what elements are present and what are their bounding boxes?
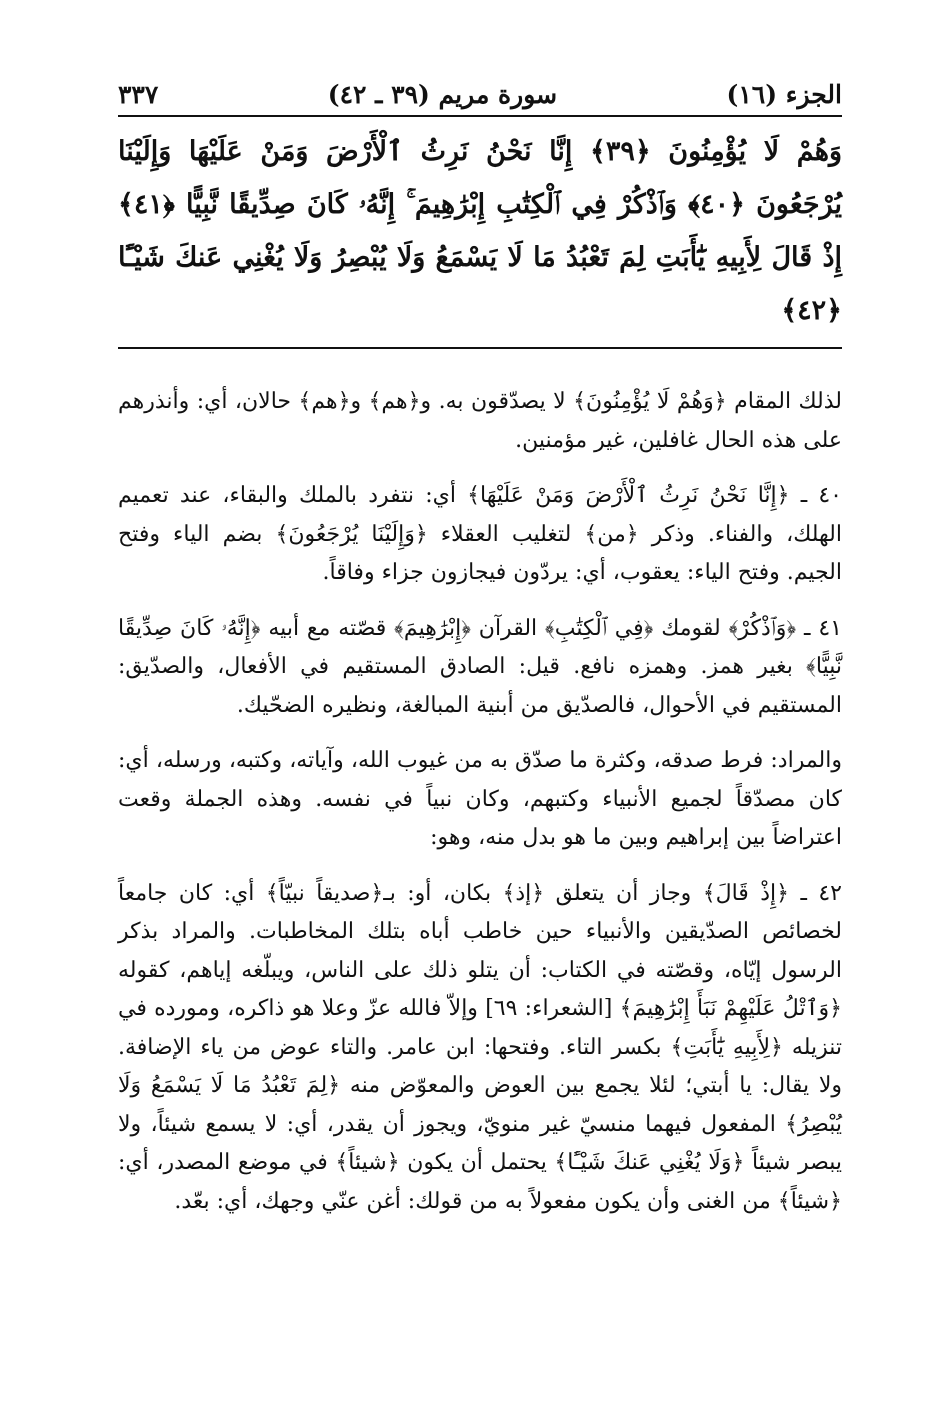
commentary-paragraph: لذلك المقام ﴿وَهُمْ لَا يُؤْمِنُونَ﴾ لا يصدّقون به. و﴿هم﴾ و﴿هم﴾ حالان، أي: وأنذرهم على هذه الحال غافلين، غير مؤمنين. <box>118 389 842 453</box>
commentary-paragraph: ٤٢ ـ ﴿إِذْ قَالَ﴾ وجاز أن يتعلق ﴿إذ﴾ بكان، أو: بـ﴿صديقاً نبيّاً﴾ أي: كان جامعاً لخصائص الصدّيقين والأنبياء حين خاطب أباه بتلك المخاطبات. والمراد بذكر الرسول إيّاه، وقصّته في الكتاب: أن يتلو ذلك على الناس، ويبلّغه إياهم، كقوله ﴿وَٱتْلُ عَلَيْهِمْ نَبَأَ إِبْرَٰهِيمَ﴾ [الشعراء: ٦٩] وإلاّ فالله عزّ وعلا هو ذاكره، ومورده في تنزيله ﴿لِأَبِيهِ يَٰٓأَبَتِ﴾ بكسر التاء. وفتحها: ابن عامر. والتاء عوض من ياء الإضافة. ولا يقال: يا أبتي؛ لئلا يجمع بين العوض والمعوّض منه ﴿لِمَ تَعْبُدُ مَا لَا يَسْمَعُ وَلَا يُبْصِرُ﴾ المفعول فيهما منسيّ غير منويّ، ويجوز أن يقدر، أي: لا يسمع شيئاً، ولا يبصر شيئاً ﴿وَلَا يُغْنِي عَنكَ شَيْـًٔا﴾ يحتمل أن يكون ﴿شيئاً﴾ في موضع المصدر، أي: ﴿شيئاً﴾ من الغنى وأن يكون مفعولاً به من قولك: أغن عنّي وجهك، أي: بعّد. <box>118 880 842 1214</box>
quran-verses: وَهُمْ لَا يُؤْمِنُونَ ﴿٣٩﴾ إِنَّا نَحْنُ نَرِثُ ٱلْأَرْضَ وَمَنْ عَلَيْهَا وَإِلَيْنَا يُرْجَعُونَ ﴿٤٠﴾ وَٱذْكُرْ فِي ٱلْكِتَٰبِ إِبْرَٰهِيمَ ۚ إِنَّهُۥ كَانَ صِدِّيقًا نَّبِيًّا ﴿٤١﴾ إِذْ قَالَ لِأَبِيهِ يَٰٓأَبَتِ لِمَ تَعْبُدُ مَا لَا يَسْمَعُ وَلَا يُبْصِرُ وَلَا يُغْنِي عَنكَ شَيْـًٔا ﴿٤٢﴾ <box>118 136 842 326</box>
page-header <box>118 80 842 115</box>
commentary-paragraph: والمراد: فرط صدقه، وكثرة ما صدّق به من غيوب الله، وآياته، وكتبه، ورسله، أي: كان مصدّقاً لجميع الأنبياء وكتبهم، وكان نبياً في نفسه. وهذه الجملة وقعت اعتراضاً بين إبراهيم وبين ما هو بدل منه، وهو: <box>118 748 842 850</box>
juz-label: الجزء (١٦) <box>726 80 842 109</box>
verses-divider <box>118 347 842 349</box>
header-divider <box>118 115 842 117</box>
commentary <box>118 383 842 1221</box>
surah-title: سورة مريم (٣٩ ـ ٤٢) <box>327 80 558 109</box>
commentary-paragraph: ٤١ ـ ﴿وَٱذْكُرْ﴾ لقومك ﴿فِي ٱلْكِتَٰبِ﴾ القرآن ﴿إِبْرَٰهِيمَ﴾ قصّته مع أبيه ﴿إِنَّهُۥ كَانَ صِدِّيقًا نَّبِيًّا﴾ بغير همز. وهمزه نافع. قيل: الصادق المستقيم في الأفعال، والصدّيق: المستقيم في الأحوال، فالصدّيق من أبنية المبالغة، ونظيره الضحّيك. <box>118 615 842 718</box>
page-number: ٣٣٧ <box>118 80 159 109</box>
commentary-paragraph: ٤٠ ـ ﴿إِنَّا نَحْنُ نَرِثُ ٱلْأَرْضَ وَمَنْ عَلَيْهَا﴾ أي: نتفرد بالملك والبقاء، عند تعميم الهلك، والفناء. وذكر ﴿من﴾ لتغليب العقلاء ﴿وَإِلَيْنَا يُرْجَعُونَ﴾ بضم الياء وفتح الجيم. وفتح الياء: يعقوب، أي: يردّون فيجازون جزاء وفاقاً. <box>118 483 842 585</box>
